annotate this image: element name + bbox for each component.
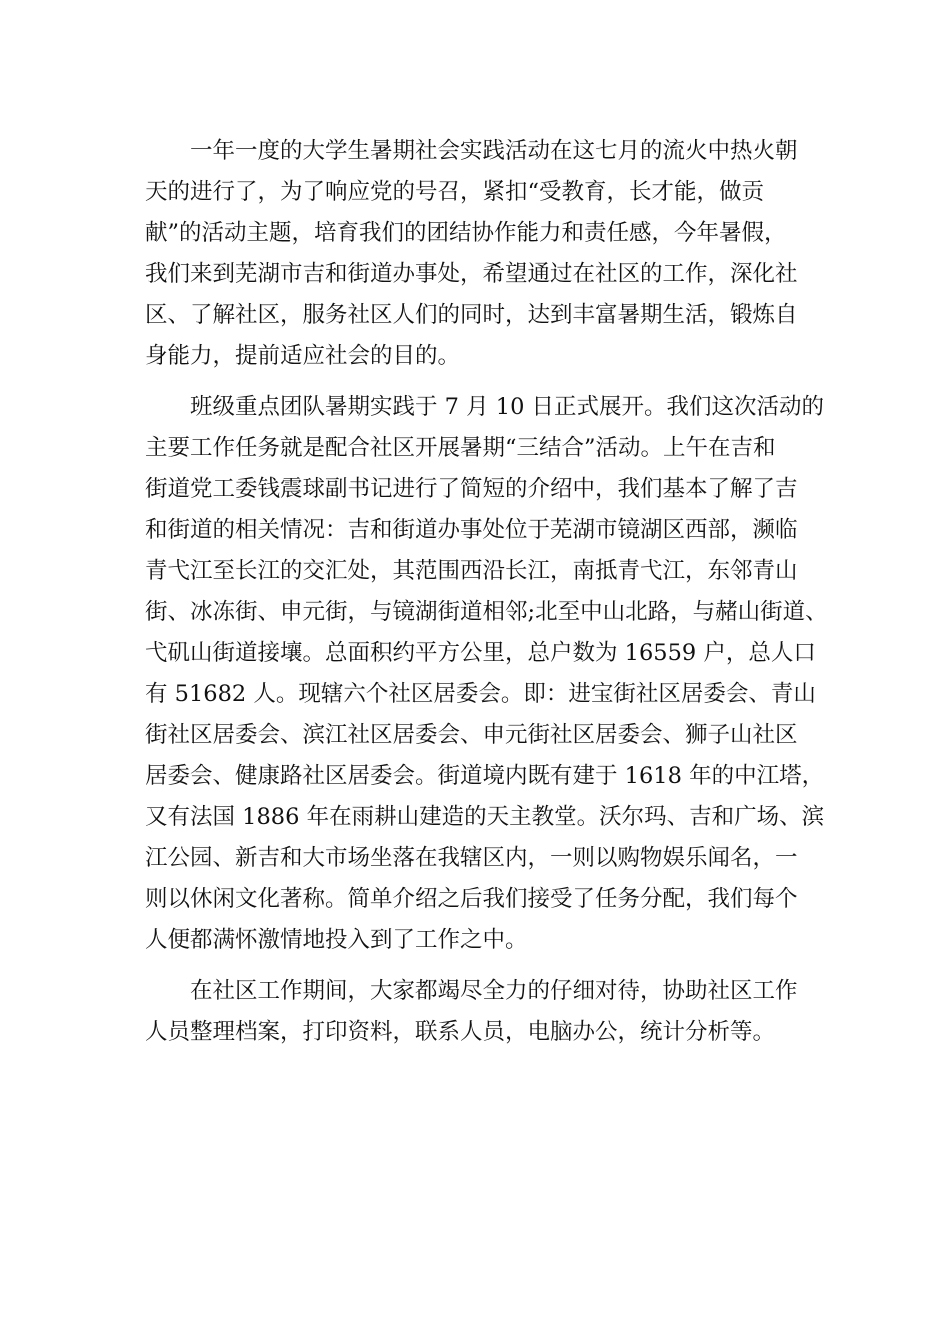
text-line: 街道党工委钱震球副书记进行了简短的介绍中，我们基本了解了吉 [145,476,798,502]
text-line: 和街道的相关情况：吉和街道办事处位于芜湖市镜湖区西部，濒临 [145,517,798,543]
text-line: 街社区居委会、滨江社区居委会、申元街社区居委会、狮子山社区 [145,722,798,748]
text-line: 有 51682 人。现辖六个社区居委会。即：进宝街社区居委会、青山 [145,681,816,707]
text-line: 班级重点团队暑期实践于 7 月 10 日正式展开。我们这次活动的 [190,394,825,420]
paragraph-3 [145,971,827,1053]
text-line: 我们来到芜湖市吉和街道办事处，希望通过在社区的工作，深化社 [145,261,798,287]
text-line: 献”的活动主题，培育我们的团结协作能力和责任感，今年暑假， [145,220,787,246]
text-line: 天的进行了，为了响应党的号召，紧扣“受教育，长才能，做贡 [145,179,765,205]
text-line: 一年一度的大学生暑期社会实践活动在这七月的流火中热火朝 [190,138,798,164]
text-line: 身能力，提前适应社会的目的。 [145,343,461,369]
text-line: 人员整理档案，打印资料，联系人员，电脑办公，统计分析等。 [145,1019,776,1045]
text-line: 居委会、健康路社区居委会。街道境内既有建于 1618 年的中江塔， [145,763,825,789]
text-line: 江公园、新吉和大市场坐落在我辖区内，一则以购物娱乐闻名，一 [145,845,798,871]
text-line: 则以休闲文化著称。简单介绍之后我们接受了任务分配，我们每个 [145,886,798,912]
text-line: 主要工作任务就是配合社区开展暑期“三结合”活动。上午在吉和 [145,435,776,461]
text-line: 在社区工作期间，大家都竭尽全力的仔细对待，协助社区工作 [190,978,798,1004]
text-line: 人便都满怀激情地投入到了工作之中。 [145,927,528,953]
paragraph-1 [145,131,827,377]
text-line: 青弋江至长江的交汇处，其范围西沿长江，南抵青弋江，东邻青山 [145,558,798,584]
paragraph-2 [145,387,827,961]
text-line: 区、了解社区，服务社区人们的同时，达到丰富暑期生活，锻炼自 [145,302,798,328]
document-body [145,131,827,1063]
text-line: 街、冰冻街、申元街，与镜湖街道相邻;北至中山北路，与赭山街道、 [145,599,828,625]
text-line: 又有法国 1886 年在雨耕山建造的天主教堂。沃尔玛、吉和广场、滨 [145,804,825,830]
text-line: 弋矶山街道接壤。总面积约平方公里，总户数为 16559 户，总人口 [145,640,816,666]
